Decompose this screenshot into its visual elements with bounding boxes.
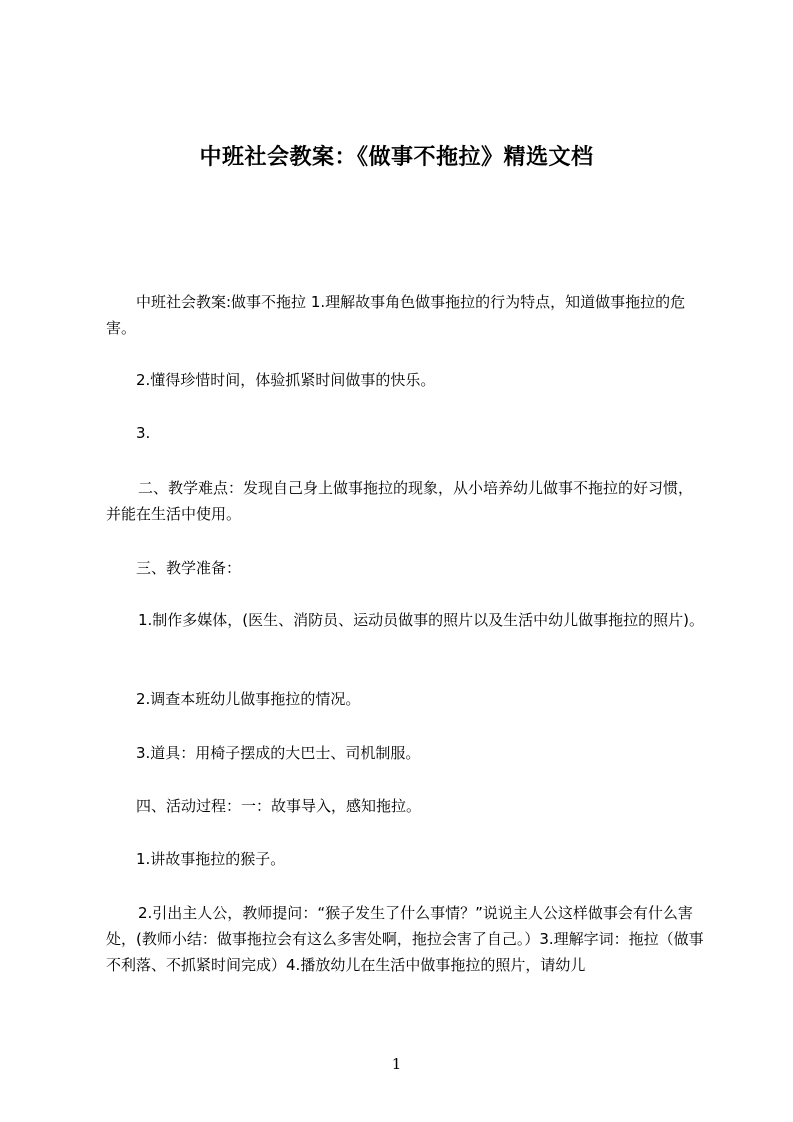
paragraph: 1.制作多媒体，(医生、消防员、运动员做事的照片以及生活中幼儿做事拖拉的照片)。: [138, 611, 705, 629]
paragraph: 3.: [136, 424, 151, 442]
paragraph: 3.道具：用椅子摆成的大巴士、司机制服。: [136, 744, 421, 762]
paragraph: 中班社会教案:做事不拖拉 1.理解故事角色做事拖拉的行为特点，知道做事拖拉的危害。: [106, 293, 686, 337]
document-title: 中班社会教案：《做事不拖拉》精选文档: [199, 145, 594, 170]
paragraph: 2.引出主人公，教师提问：“猴子发生了什么事情？”说说主人公这样做事会有什么害处，(教师小结：做事拖拉会有这么多害处啊，拖拉会害了自己。）3.理解字词：拖拉（做事不利落、不抓紧时间完成）4.播放幼儿在生活中做事拖拉的照片，请幼儿: [106, 904, 704, 974]
paragraph: 2.调查本班幼儿做事拖拉的情况。: [136, 690, 361, 708]
paragraph: 2.懂得珍惜时间，体验抓紧时间做事的快乐。: [136, 371, 436, 389]
paragraph: 二、教学难点：发现自己身上做事拖拉的现象，从小培养幼儿做事不拖拉的好习惯，并能在生活中使用。: [106, 479, 694, 523]
page-number: 1: [391, 1055, 402, 1073]
paragraph: 四、活动过程：一：故事导入，感知拖拉。: [136, 797, 422, 815]
paragraph: 1.讲故事拖拉的猴子。: [136, 850, 286, 868]
paragraph: 三、教学准备：: [136, 559, 242, 577]
